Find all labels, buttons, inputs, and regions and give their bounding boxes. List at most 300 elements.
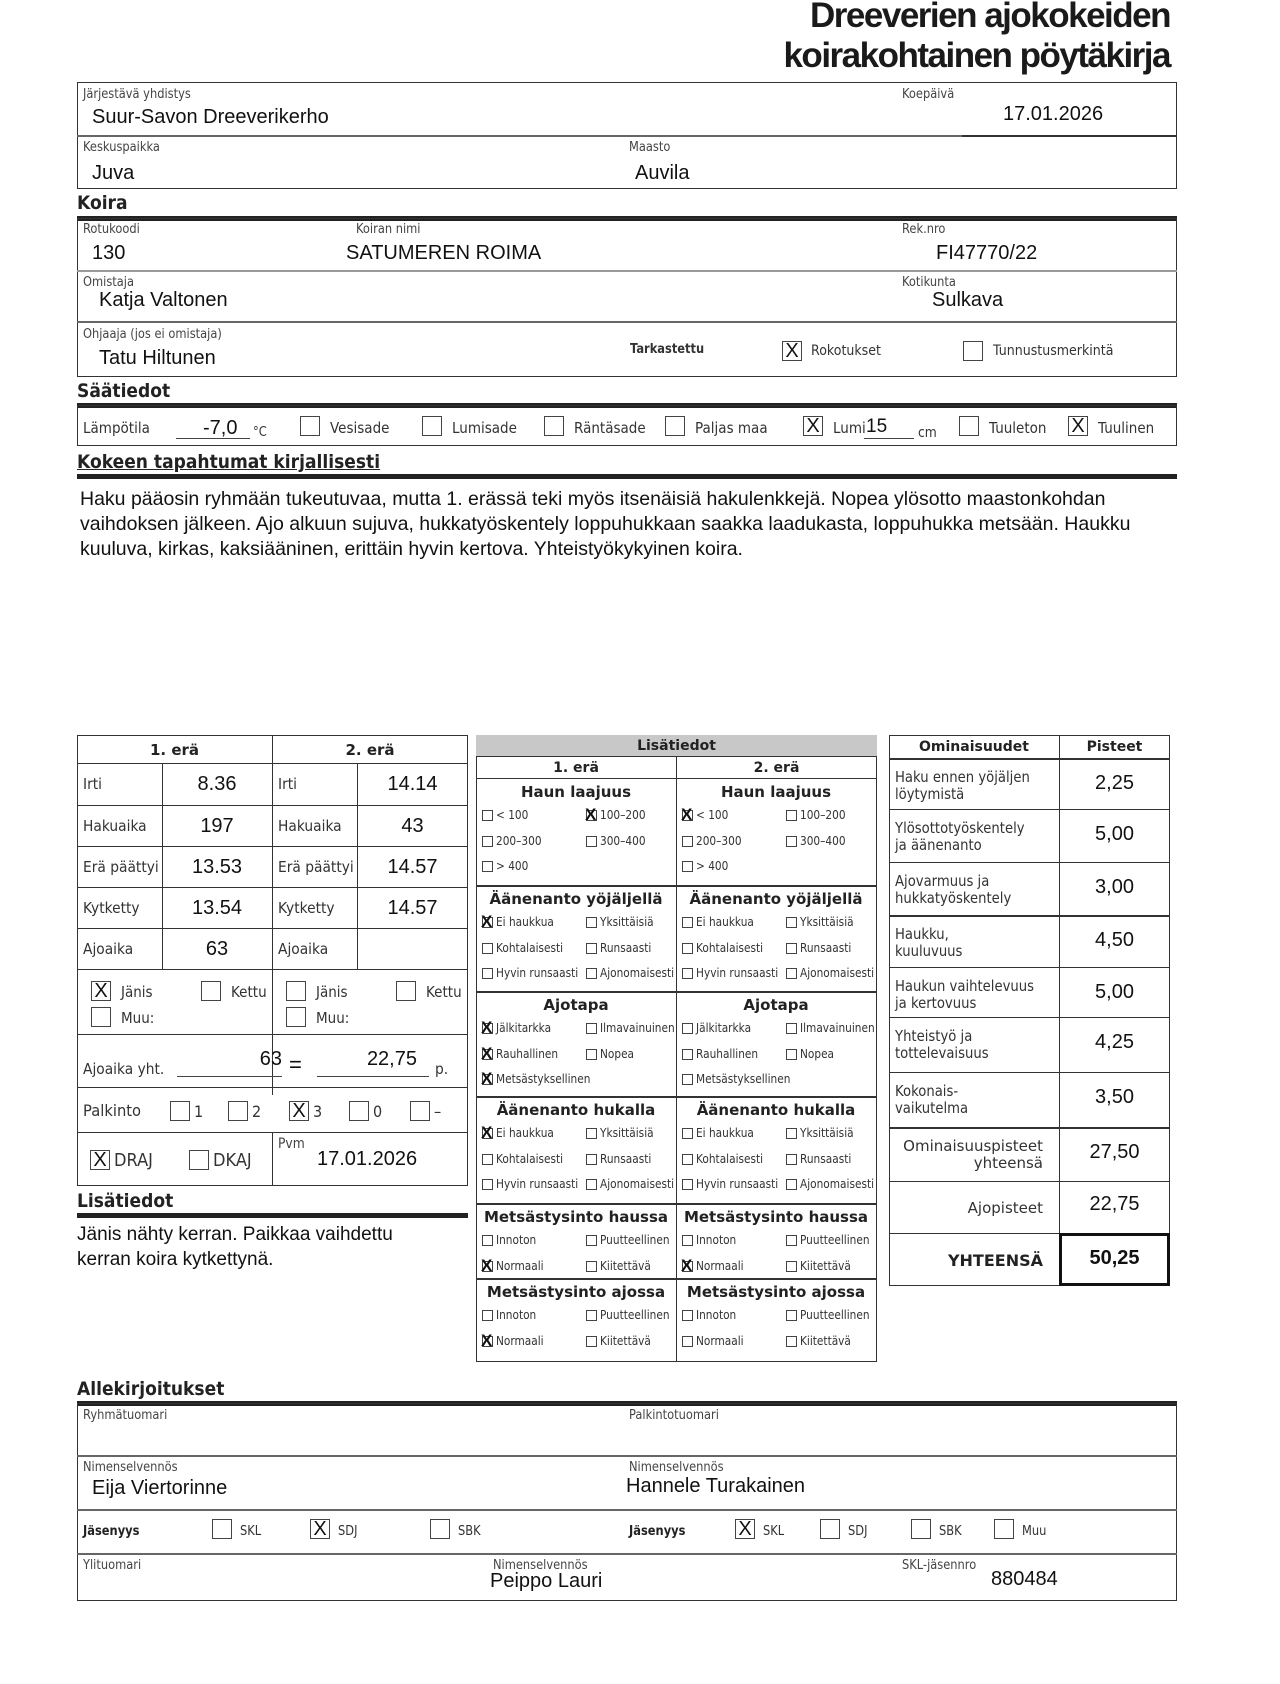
round-row-label: Erä päättyi: [83, 858, 159, 876]
round-row-label: Ajoaika: [278, 940, 329, 958]
divider: [77, 763, 468, 764]
divider: [77, 1087, 468, 1088]
vaccinations-label: Rokotukset: [811, 343, 881, 359]
round-header: 2. erä: [345, 741, 395, 759]
details-option-label: 200–300: [696, 833, 742, 848]
drive-points-field[interactable]: 22,75: [366, 1048, 417, 1070]
prize-checkbox-1[interactable]: [170, 1101, 190, 1121]
details-group-title: Ajotapa: [543, 996, 609, 1014]
details-option-checkbox[interactable]: [786, 968, 797, 979]
details-option-checkbox[interactable]: [482, 861, 493, 872]
section-rule: [77, 474, 1177, 479]
fox-label: Kettu: [426, 983, 462, 1001]
trait-label-line2: löytymistä: [895, 785, 965, 803]
details-option-checkbox[interactable]: [586, 1336, 597, 1347]
points-unit: p.: [435, 1060, 449, 1078]
details-option-label: Yksittäisiä: [600, 1126, 654, 1140]
round1-erä-päättyi-field[interactable]: 13.53: [191, 856, 243, 878]
fox-checkbox[interactable]: [396, 981, 416, 1001]
trait-points-field[interactable]: 4,25: [1095, 1031, 1134, 1053]
details-option-label: > 400: [496, 859, 529, 873]
id-mark-label: Tunnustusmerkintä: [993, 343, 1114, 359]
grand-total-field[interactable]: 50,25: [1089, 1247, 1140, 1269]
name-clarification-label: Nimenselvennös: [629, 1460, 724, 1475]
center-field[interactable]: Juva: [92, 162, 135, 184]
details-option-checkbox[interactable]: [786, 1336, 797, 1347]
details-option-label: Kohtalaisesti: [496, 940, 564, 955]
details-group-title: Ajotapa: [743, 996, 809, 1014]
details-option-checkbox[interactable]: [586, 1235, 597, 1246]
details-group-title: Äänenanto yöjäljellä: [489, 890, 663, 908]
extra-notes-line2[interactable]: kerran koira kytkettynä.: [77, 1249, 274, 1270]
details-option-checkbox[interactable]: [682, 861, 693, 872]
details-option-label: Yksittäisiä: [600, 915, 654, 929]
details-option-checkbox[interactable]: [586, 943, 597, 954]
hare-label: Jänis: [316, 983, 348, 1001]
details-option-checkbox[interactable]: [482, 943, 493, 954]
details-option-label: Ajonomaisesti: [800, 966, 875, 980]
membership-label: Jäsenyys: [629, 1524, 686, 1539]
underline: [177, 1076, 282, 1077]
details-option-checkbox[interactable]: [482, 968, 493, 979]
check-x-icon: X: [481, 1018, 493, 1037]
details-option-checkbox[interactable]: [682, 917, 693, 928]
weather-checkbox-lumisade[interactable]: [422, 416, 442, 436]
divider: [889, 809, 1170, 810]
owner-field[interactable]: Katja Valtonen: [99, 289, 228, 311]
hare-label: Jänis: [121, 983, 153, 1001]
divider: [676, 757, 677, 1362]
trait-points-field[interactable]: 5,00: [1095, 981, 1134, 1003]
details-option-checkbox[interactable]: [682, 1154, 693, 1165]
owner-label: Omistaja: [83, 275, 134, 290]
trait-label-line2: tottelevaisuus: [895, 1044, 989, 1062]
test-date-field[interactable]: 17.01.2026: [1003, 103, 1104, 125]
details-option-label: Normaali: [496, 1333, 544, 1348]
details-option-label: 100–200: [800, 808, 846, 822]
round-row-label: Hakuaika: [278, 817, 342, 835]
divider: [889, 862, 1170, 863]
details-group-title: Äänenanto hukalla: [696, 1101, 856, 1119]
check-x-icon: X: [481, 1043, 493, 1063]
breed-code-field[interactable]: 130: [92, 242, 126, 264]
details-option-checkbox[interactable]: [682, 1336, 693, 1347]
details-option-checkbox[interactable]: [786, 810, 797, 821]
details-option-checkbox[interactable]: [682, 968, 693, 979]
details-option-checkbox[interactable]: [682, 1023, 693, 1034]
details-option-label: Kiitettävä: [800, 1333, 851, 1348]
prize-option-label: 2: [252, 1102, 262, 1121]
details-option-checkbox[interactable]: [586, 1261, 597, 1272]
details-option-label: > 400: [696, 859, 729, 873]
details-group-title: Äänenanto yöjäljellä: [689, 890, 863, 908]
details-option-label: 300–400: [600, 833, 646, 848]
trait-label-line1: Haku ennen yöjäljen: [895, 768, 1030, 786]
details-option-label: Hyvin runsaasti: [496, 1177, 579, 1191]
round2-hakuaika-field[interactable]: 43: [401, 815, 424, 837]
details-option-checkbox[interactable]: [682, 1179, 693, 1190]
weather-checkbox-vesisade[interactable]: [300, 416, 320, 436]
divider: [476, 991, 877, 993]
details-option-checkbox[interactable]: [482, 836, 493, 847]
weather-option-label: Vesisade: [330, 419, 390, 437]
details-option-checkbox[interactable]: [586, 1154, 597, 1165]
id-mark-checkbox[interactable]: [963, 341, 983, 361]
details-option-label: Puutteellinen: [800, 1308, 870, 1322]
trait-points-field[interactable]: 3,50: [1095, 1086, 1134, 1108]
weather-option-label: Räntäsade: [574, 419, 646, 437]
snow-depth-underline: [864, 438, 914, 439]
details-option-label: Normaali: [496, 1258, 544, 1273]
details-option-label: Metsästyksellinen: [496, 1072, 591, 1086]
weather-checkbox-räntäsade[interactable]: [544, 416, 564, 436]
details-option-label: 300–400: [800, 833, 846, 848]
details-option-label: Ilmavainuinen: [600, 1021, 675, 1035]
breed-code-label: Rotukoodi: [83, 222, 140, 237]
round2-kytketty-field[interactable]: 14.57: [387, 897, 438, 919]
handler-label: Ohjaaja (jos ei omistaja): [83, 327, 222, 342]
details-option-checkbox[interactable]: [786, 943, 797, 954]
details-option-checkbox[interactable]: [482, 1179, 493, 1190]
trait-total-label-line2: yhteensä: [973, 1154, 1043, 1172]
details-option-checkbox[interactable]: [786, 1261, 797, 1272]
details-option-checkbox[interactable]: [682, 943, 693, 954]
hare-checkbox[interactable]: X: [91, 981, 111, 1001]
form-title-line2: koirakohtainen pöytäkirja: [783, 36, 1170, 75]
trait-label-line1: Ylösottotyöskentely: [895, 819, 1025, 837]
details-option-checkbox[interactable]: [586, 1023, 597, 1034]
weather-option-label: Paljas maa: [695, 419, 768, 437]
details-option-label: Rauhallinen: [496, 1046, 559, 1061]
divider: [77, 1455, 1177, 1457]
trait-label-line1: Ajovarmuus ja: [895, 872, 990, 890]
details-option-label: < 100: [496, 808, 529, 822]
details-option-label: Runsaasti: [600, 1151, 652, 1166]
group-judge-membership-sdj-checkbox[interactable]: X: [310, 1519, 330, 1539]
fox-label: Kettu: [231, 983, 267, 1001]
round-row-label: Kytketty: [83, 899, 140, 917]
dog-section-title: Koira: [77, 192, 128, 214]
prize-option-label: 3: [313, 1102, 323, 1121]
organizer-field[interactable]: Suur-Savon Dreeverikerho: [92, 106, 329, 128]
test-type-checkbox-draj[interactable]: X: [90, 1150, 110, 1170]
details-option-checkbox[interactable]: [786, 836, 797, 847]
checked-label: Tarkastettu: [630, 342, 705, 357]
round1-irti-field[interactable]: 8.36: [197, 773, 237, 795]
trait-points-field[interactable]: 5,00: [1095, 823, 1134, 845]
hare-checkbox[interactable]: [286, 981, 306, 1001]
prize-checkbox-5[interactable]: [410, 1101, 430, 1121]
prize-option-label: –: [434, 1102, 442, 1121]
check-x-icon: X: [481, 1330, 493, 1350]
details-option-label: Jälkitarkka: [696, 1021, 752, 1035]
divider: [77, 1553, 1177, 1555]
details-option-label: Ilmavainuinen: [800, 1021, 875, 1035]
details-option-label: Hyvin runsaasti: [496, 966, 579, 980]
details-option-checkbox[interactable]: [482, 1154, 493, 1165]
details-option-label: Nopea: [800, 1046, 835, 1061]
details-option-label: Kohtalaisesti: [696, 1151, 764, 1166]
trait-label-line2: ja äänenanto: [895, 836, 982, 854]
drive-points-label: Ajopisteet: [967, 1199, 1043, 1217]
check-x-icon: X: [481, 1069, 493, 1088]
divider: [272, 735, 273, 1095]
group-judge-signature-field[interactable]: [90, 1425, 590, 1453]
terrain-field[interactable]: Auvila: [635, 162, 690, 184]
chief-judge-name-field[interactable]: Peippo Lauri: [490, 1570, 603, 1592]
divider: [77, 969, 468, 970]
section-rule: [77, 1213, 468, 1218]
check-x-icon: X: [481, 1255, 493, 1275]
divider: [77, 135, 962, 137]
weather-checkbox-lumi[interactable]: X: [803, 416, 823, 436]
details-option-checkbox[interactable]: [482, 1235, 493, 1246]
details-option-label: Metsästyksellinen: [696, 1072, 791, 1086]
check-x-icon: X: [585, 805, 597, 824]
prize-judge-name-field[interactable]: Hannele Turakainen: [626, 1475, 806, 1497]
trait-label-line1: Haukku,: [895, 925, 949, 943]
trait-points-field[interactable]: 3,00: [1095, 876, 1134, 898]
details-option-label: Puutteellinen: [800, 1233, 870, 1247]
details-option-checkbox[interactable]: [786, 1179, 797, 1190]
details-option-label: Ei haukkua: [696, 1126, 754, 1140]
round1-ajoaika-field[interactable]: 63: [205, 938, 229, 960]
extra-notes-line1[interactable]: Jänis nähty kerran. Paikkaa vaihdettu: [77, 1224, 393, 1245]
organizer-label: Järjestävä yhdistys: [83, 87, 191, 102]
extra-notes-title: Lisätiedot: [77, 1190, 174, 1212]
prize-judge-signature-field[interactable]: [635, 1425, 1135, 1453]
dog-name-field[interactable]: SATUMEREN ROIMA: [346, 242, 542, 264]
details-option-label: Ei haukkua: [496, 1126, 554, 1140]
details-option-checkbox[interactable]: [786, 1128, 797, 1139]
fox-checkbox[interactable]: [201, 981, 221, 1001]
round-row-label: Erä päättyi: [278, 858, 354, 876]
details-option-checkbox[interactable]: [586, 836, 597, 847]
divider: [889, 758, 1170, 760]
details-option-label: Puutteellinen: [600, 1308, 670, 1322]
details-option-checkbox[interactable]: [586, 968, 597, 979]
test-type-checkbox-dkaj[interactable]: [189, 1150, 209, 1170]
round-row-label: Hakuaika: [83, 817, 147, 835]
details-option-checkbox[interactable]: [482, 810, 493, 821]
round1-kytketty-field[interactable]: 13.54: [191, 897, 243, 919]
prize-judge-membership-sdj-checkbox[interactable]: [820, 1519, 840, 1539]
trait-label-line1: Haukun vaihtelevuus: [895, 977, 1034, 995]
details-option-checkbox[interactable]: [682, 1128, 693, 1139]
divider: [889, 1181, 1170, 1182]
details-option-checkbox[interactable]: [586, 1128, 597, 1139]
temperature-field[interactable]: -7,0: [203, 417, 238, 439]
membership-option-label: SDJ: [338, 1524, 358, 1539]
divider: [889, 1127, 1170, 1129]
other-game-label: Muu:: [316, 1009, 350, 1027]
details-group-title: Haun laajuus: [720, 783, 832, 801]
details-option-label: Hyvin runsaasti: [696, 1177, 779, 1191]
terrain-label: Maasto: [629, 140, 671, 155]
details-option-label: Kiitettävä: [800, 1258, 851, 1273]
details-option-checkbox[interactable]: [682, 1310, 693, 1321]
divider: [476, 778, 877, 779]
home-label: Kotikunta: [902, 275, 956, 290]
details-option-label: Kohtalaisesti: [696, 940, 764, 955]
details-option-label: Normaali: [696, 1258, 744, 1273]
reg-no-label: Rek.nro: [902, 222, 946, 237]
details-option-checkbox[interactable]: [786, 1310, 797, 1321]
handler-field[interactable]: Tatu Hiltunen: [99, 347, 216, 369]
details-option-label: Rauhallinen: [696, 1046, 759, 1061]
vaccinations-checkbox[interactable]: X: [782, 341, 802, 361]
membership-option-label: SKL: [763, 1524, 785, 1539]
prize-judge-membership-skl-checkbox[interactable]: X: [735, 1519, 755, 1539]
total-drive-label: Ajoaika yht.: [83, 1060, 165, 1078]
test-date-label: Koepäivä: [902, 87, 955, 102]
details-option-checkbox[interactable]: [682, 836, 693, 847]
weather-option-label: Tuuleton: [989, 419, 1047, 437]
details-option-checkbox[interactable]: [682, 1074, 693, 1085]
check-x-icon: X: [481, 1123, 493, 1142]
prize-option-label: 0: [373, 1102, 383, 1121]
events-section-title: Kokeen tapahtumat kirjallisesti: [77, 451, 381, 473]
prize-judge-label: Palkintotuomari: [629, 1408, 719, 1423]
trait-total-field[interactable]: 27,50: [1089, 1141, 1140, 1163]
details-option-label: Innoton: [496, 1308, 537, 1322]
temperature-label: Lämpötila: [83, 419, 150, 437]
details-option-checkbox[interactable]: [786, 1023, 797, 1034]
divider: [476, 1278, 877, 1280]
equals-sign: =: [289, 1052, 302, 1077]
weather-checkbox-paljas-maa[interactable]: [665, 416, 685, 436]
group-judge-label: Ryhmätuomari: [83, 1408, 168, 1423]
details-option-label: < 100: [696, 808, 729, 822]
round2-irti-field[interactable]: 14.14: [387, 773, 438, 795]
details-option-label: Puutteellinen: [600, 1233, 670, 1247]
details-option-checkbox[interactable]: [786, 1154, 797, 1165]
details-option-label: Runsaasti: [800, 1151, 852, 1166]
details-title: Lisätiedot: [637, 738, 716, 754]
prize-checkbox-2[interactable]: [228, 1101, 248, 1121]
details-option-checkbox[interactable]: [786, 1049, 797, 1060]
form-title-line1: Dreeverien ajokokeiden: [810, 0, 1170, 35]
details-option-label: Hyvin runsaasti: [696, 966, 779, 980]
dog-name-label: Koiran nimi: [356, 222, 421, 237]
divider: [77, 1034, 468, 1035]
weather-checkbox-tuulinen[interactable]: X: [1068, 416, 1088, 436]
details-option-checkbox[interactable]: [586, 1049, 597, 1060]
group-judge-name-field[interactable]: Eija Viertorinne: [92, 1477, 228, 1499]
underline: [317, 1076, 429, 1077]
events-text[interactable]: Haku pääosin ryhmään tukeutuvaa, mutta 1. erässä teki myös itsenäisiä hakulenkkejä. Nopea ylösotto maastonkohdan vaihdoksen jälkeen. Ajo alkuun sujuva, hukkatyöskentely loppuhukkaan saakka laadukasta, loppuhukka metsään. Haukku kuuluva, kirkas, kaksiääninen, erittäin hyvin kertova. Yhteistyökykyinen koira.: [80, 488, 1131, 560]
membership-option-label: SBK: [458, 1524, 481, 1539]
skl-member-no-field[interactable]: 880484: [991, 1568, 1058, 1590]
drive-points-total-field[interactable]: 22,75: [1089, 1193, 1140, 1215]
divider: [889, 915, 1170, 917]
snow-depth-unit: cm: [918, 425, 937, 441]
weather-checkbox-tuuleton[interactable]: [959, 416, 979, 436]
round-row-label: Irti: [278, 775, 297, 793]
prize-judge-membership-muu-checkbox[interactable]: [994, 1519, 1014, 1539]
round-row-label: Ajoaika: [83, 940, 134, 958]
test-type-label: DKAJ: [213, 1150, 252, 1171]
test-type-label: DRAJ: [114, 1150, 153, 1171]
trait-label-line1: Yhteistyö ja: [895, 1027, 973, 1045]
round2-erä-päättyi-field[interactable]: 14.57: [387, 856, 438, 878]
details-option-checkbox[interactable]: [586, 1310, 597, 1321]
divider: [77, 887, 468, 888]
trait-label-line2: vaikutelma: [895, 1099, 969, 1117]
home-field[interactable]: Sulkava: [932, 289, 1004, 311]
details-option-label: Kiitettävä: [600, 1333, 651, 1348]
other-game-checkbox[interactable]: [286, 1007, 306, 1027]
total-drive-field[interactable]: 63: [259, 1048, 282, 1070]
prize-checkbox-3[interactable]: X: [289, 1101, 309, 1121]
divider: [272, 1132, 273, 1186]
details-option-checkbox[interactable]: [682, 1235, 693, 1246]
divider: [476, 1096, 877, 1098]
details-option-checkbox[interactable]: [786, 1235, 797, 1246]
other-game-checkbox[interactable]: [91, 1007, 111, 1027]
details-option-label: Nopea: [600, 1046, 635, 1061]
trait-label-line2: hukkatyöskentely: [895, 889, 1012, 907]
details-option-checkbox[interactable]: [682, 1049, 693, 1060]
snow-depth-field[interactable]: 15: [866, 416, 888, 437]
details-option-label: 200–300: [496, 833, 542, 848]
divider: [476, 1203, 877, 1205]
divider: [889, 967, 1170, 968]
trait-points-field[interactable]: 2,25: [1095, 772, 1134, 794]
center-label: Keskuspaikka: [83, 140, 160, 155]
round-header: 1. erä: [149, 741, 200, 759]
group-judge-membership-skl-checkbox[interactable]: [212, 1519, 232, 1539]
details-option-label: Ei haukkua: [696, 915, 754, 929]
temperature-unit: °C: [253, 425, 267, 440]
signatures-section-title: Allekirjoitukset: [77, 1378, 225, 1400]
details-option-label: Runsaasti: [600, 940, 652, 955]
round-row-label: Irti: [83, 775, 102, 793]
date-label: Pvm: [278, 1136, 305, 1152]
details-group-title: Metsästysinto ajossa: [686, 1283, 866, 1301]
divider: [77, 1509, 1177, 1511]
points-header: Pisteet: [1086, 739, 1143, 755]
reg-no-field[interactable]: FI47770/22: [936, 242, 1038, 264]
round-date-field[interactable]: 17.01.2026: [317, 1148, 418, 1170]
prize-judge-membership-sbk-checkbox[interactable]: [911, 1519, 931, 1539]
trait-total-label-line1: Ominaisuuspisteet: [903, 1137, 1043, 1155]
prize-label: Palkinto: [83, 1101, 142, 1120]
details-option-checkbox[interactable]: [786, 917, 797, 928]
details-option-checkbox[interactable]: [586, 1179, 597, 1190]
divider: [77, 270, 1177, 272]
details-option-label: Ajonomaisesti: [600, 966, 675, 980]
trait-points-field[interactable]: 4,50: [1095, 929, 1134, 951]
details-option-checkbox[interactable]: [586, 917, 597, 928]
details-option-label: Ajonomaisesti: [600, 1177, 675, 1191]
details-group-title: Metsästysinto haussa: [483, 1208, 669, 1226]
details-option-checkbox[interactable]: [482, 1310, 493, 1321]
chief-judge-label: Ylituomari: [83, 1558, 142, 1573]
details-option-label: Kohtalaisesti: [496, 1151, 564, 1166]
details-group-title: Haun laajuus: [520, 783, 632, 801]
divider: [962, 135, 1177, 137]
details-group-title: Äänenanto hukalla: [496, 1101, 656, 1119]
traits-header: Ominaisuudet: [919, 739, 1029, 755]
round1-hakuaika-field[interactable]: 197: [200, 815, 234, 837]
details-option-label: Normaali: [696, 1333, 744, 1348]
membership-option-label: SKL: [240, 1524, 262, 1539]
prize-checkbox-4[interactable]: [349, 1101, 369, 1121]
group-judge-membership-sbk-checkbox[interactable]: [430, 1519, 450, 1539]
trait-label-line2: ja kertovuus: [895, 994, 977, 1012]
details-group-title: Metsästysinto haussa: [683, 1208, 869, 1226]
